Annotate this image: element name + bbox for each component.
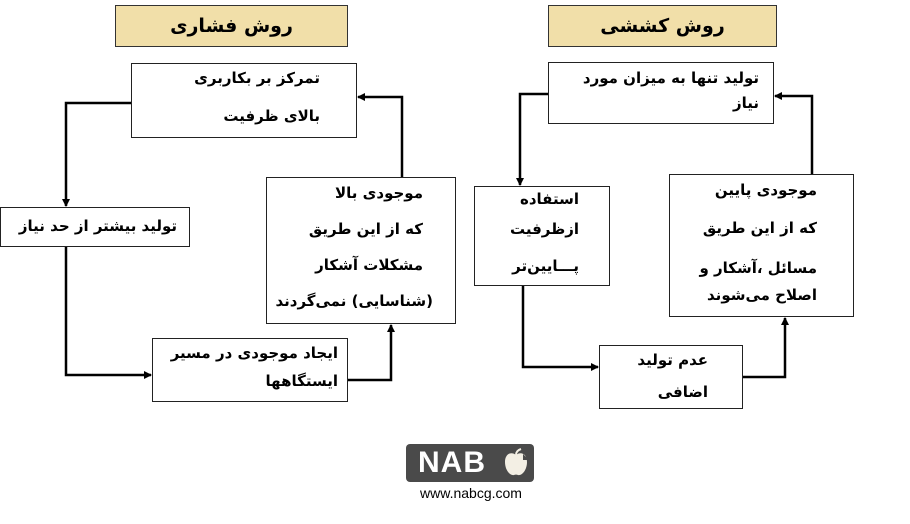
push-high-inventory-line-4: (شناسایی) نمی‌گردند — [275, 292, 433, 310]
pull-low-inventory-line-3: مسائل ،آشکار و — [699, 259, 817, 277]
website-url[interactable]: www.nabcg.com — [420, 485, 522, 501]
arrow-inventory-to-high-inventory — [348, 325, 391, 380]
push-inventory-creation-line-1: ایجاد موجودی در مسیر — [170, 344, 338, 362]
push-method-header: روش فشاری — [115, 5, 348, 47]
arrow-high-inventory-to-capacity — [358, 97, 402, 177]
pull-low-inventory-line-2: که از این طریق — [702, 219, 817, 237]
arrow-capacity-to-overproduction — [66, 103, 131, 206]
push-capacity-focus-line-1: تمرکز بر بکاربری — [194, 69, 320, 87]
pull-no-overproduction-line-1: عدم تولید — [637, 351, 708, 369]
push-inventory-creation-line-2: ایستگاهها — [265, 372, 338, 390]
nab-logo-text: NAB — [418, 446, 486, 479]
arrow-overproduction-to-inventory — [66, 247, 151, 375]
pull-produce-needed-line-1: تولید تنها به میزان مورد — [582, 69, 759, 87]
arrow-produce-needed-to-low-capacity — [520, 94, 548, 185]
arrow-no-overproduction-to-low-inventory — [743, 318, 785, 377]
pull-low-inventory-line-1: موجودی پایین — [714, 181, 817, 199]
pull-low-capacity-line-2: ازظرفیت — [509, 220, 579, 238]
push-high-inventory-line-1: موجودی بالا — [334, 184, 423, 202]
pull-low-capacity-line-1: استفاده — [520, 190, 579, 208]
push-overproduction-text: تولید بیشتر از حد نیاز — [18, 217, 177, 235]
push-capacity-focus-line-2: بالای ظرفیت — [223, 107, 320, 125]
apple-logo-icon — [502, 448, 530, 478]
push-high-inventory-line-2: که از این طریق — [308, 220, 423, 238]
arrow-low-capacity-to-no-overproduction — [523, 286, 598, 367]
arrow-low-inventory-to-produce-needed — [775, 96, 812, 174]
pull-no-overproduction-line-2: اضافی — [657, 383, 708, 401]
pull-low-capacity-line-3: پـــایین‌تر — [512, 257, 579, 275]
pull-low-inventory-line-4: اصلاح می‌شوند — [707, 286, 817, 304]
push-high-inventory-line-3: مشکلات آشکار — [315, 256, 423, 274]
pull-produce-needed-line-2: نیاز — [732, 94, 759, 112]
pull-method-header: روش کششی — [548, 5, 777, 47]
